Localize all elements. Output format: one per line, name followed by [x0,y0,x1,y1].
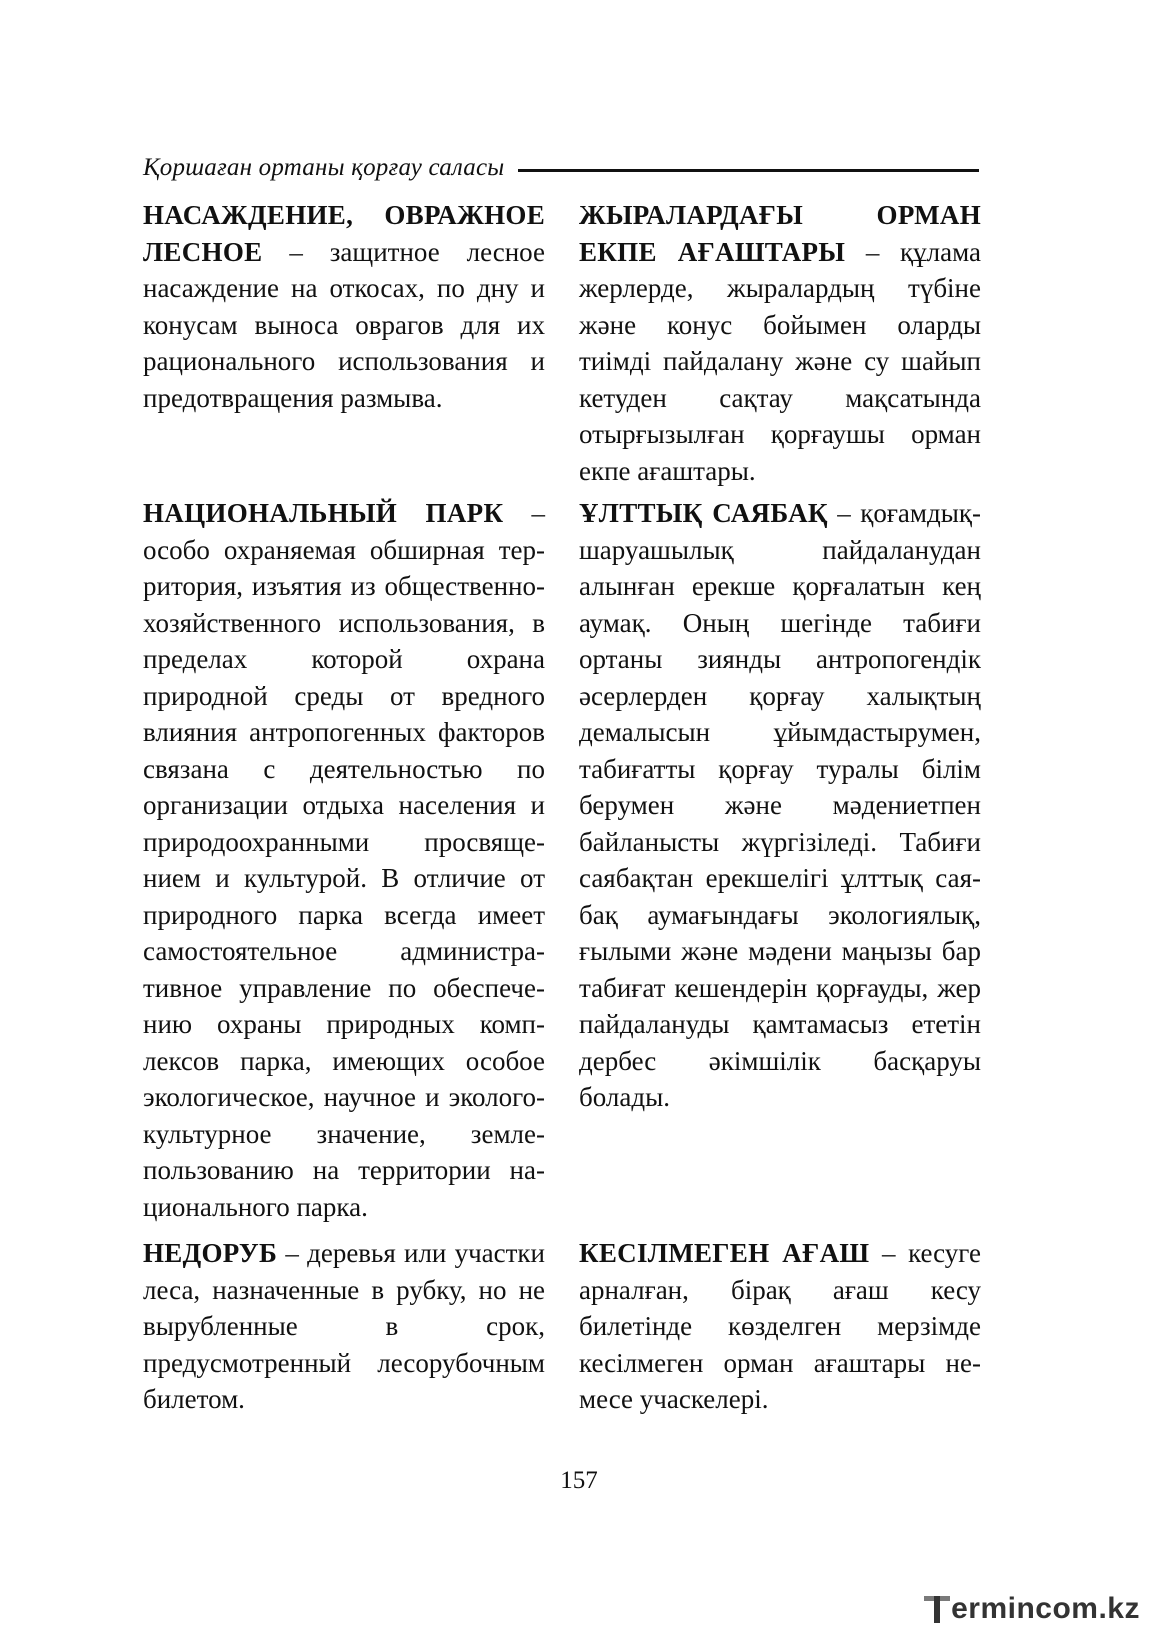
entry-term: КЕСІЛМЕГЕН АҒАШ [579,1238,870,1268]
glossary-entry-kk [579,197,981,489]
site-watermark [924,1592,1140,1626]
header-rule [518,169,979,172]
running-header [143,150,979,186]
glossary-entry-kk [579,1235,981,1418]
entry-definition: – құлама жерлерде, жыралардың түбіне және конус бойымен оларды тиімді пайдалану және су шайып кетуден сақтау мақсатында отырғызылған қорғаушы орман екпе ағаштары. [579,236,981,486]
glossary-entry-ru [143,495,545,1225]
entry-definition: – қоғамдық-шаруашылық пайдаланудан алынған ерекше қорғалатын кең аумақ. Оның шегінде табиғи ортаны зиянды антропогендік әсерлерден қорғау халықтың демалысын ұйымдастырумен, табиғатты қорғау туралы білім берумен және мәдениетпен байланысты жүргізіледі. Табиғи саябақтан ерекшелігі ұлттық саябақ аумағындағы экологиялық, ғылыми және мәдени маңызы бар табиғат кешендерін қорғауды, жер пайдалануды қамтамасыз ететін дербес әкімшілік басқаруы болады. [579,498,981,1112]
glossary-entry-ru [143,197,545,416]
entry-definition: – защитное лесное насаждение на откосах, по дну и конусам выноса оврагов для их рационального использования и предотвращения размыва. [143,236,545,413]
watermark-text: ermincom.kz [951,1592,1140,1625]
logo-t-icon [924,1594,950,1624]
entry-term: ЖЫРАЛАРДАҒЫ ОРМАН ЕКПЕ АҒАШТАРЫ [579,200,981,267]
running-header-title: Қоршаған ортаны қорғау саласы [143,154,505,181]
entry-term: НАСАЖДЕНИЕ, ОВРАЖНОЕ ЛЕСНОЕ [143,200,545,267]
entry-definition: – деревья или участки леса, назначенные в рубку, но не вырубленные в срок, предусмотренный лесорубочным билетом. [143,1238,545,1414]
entry-term: ҰЛТТЫҚ САЯБАҚ [579,498,828,528]
entry-term: НАЦИОНАЛЬНЫЙ ПАРК [143,498,504,528]
entry-term: НЕДОРУБ [143,1238,278,1268]
entry-definition: – особо охраняемая обширная территория, изъятия из общественно-хозяйственного использования, в пределах которой охрана природной среды от вредного влияния антропогенных факторов связана с деятельностью по организации отдыха населения и природоохранными просвящением и культурой. В отличие от природного парка всегда имеет самостоятельное административное управление по обеспечению охраны природных комплексов парка, имеющих особое экологическое, научное и эколого-культурное значение, землепользованию на территории национального парка. [143,498,545,1222]
entry-definition: – кесуге арналған, бірақ ағаш кесу билетінде көзделген мерзімде кесілмеген орман ағаштары немесе учаскелері. [579,1238,982,1414]
glossary-entry-kk [579,495,981,1116]
page-number: 157 [560,1467,598,1494]
glossary-entry-ru [143,1235,545,1418]
